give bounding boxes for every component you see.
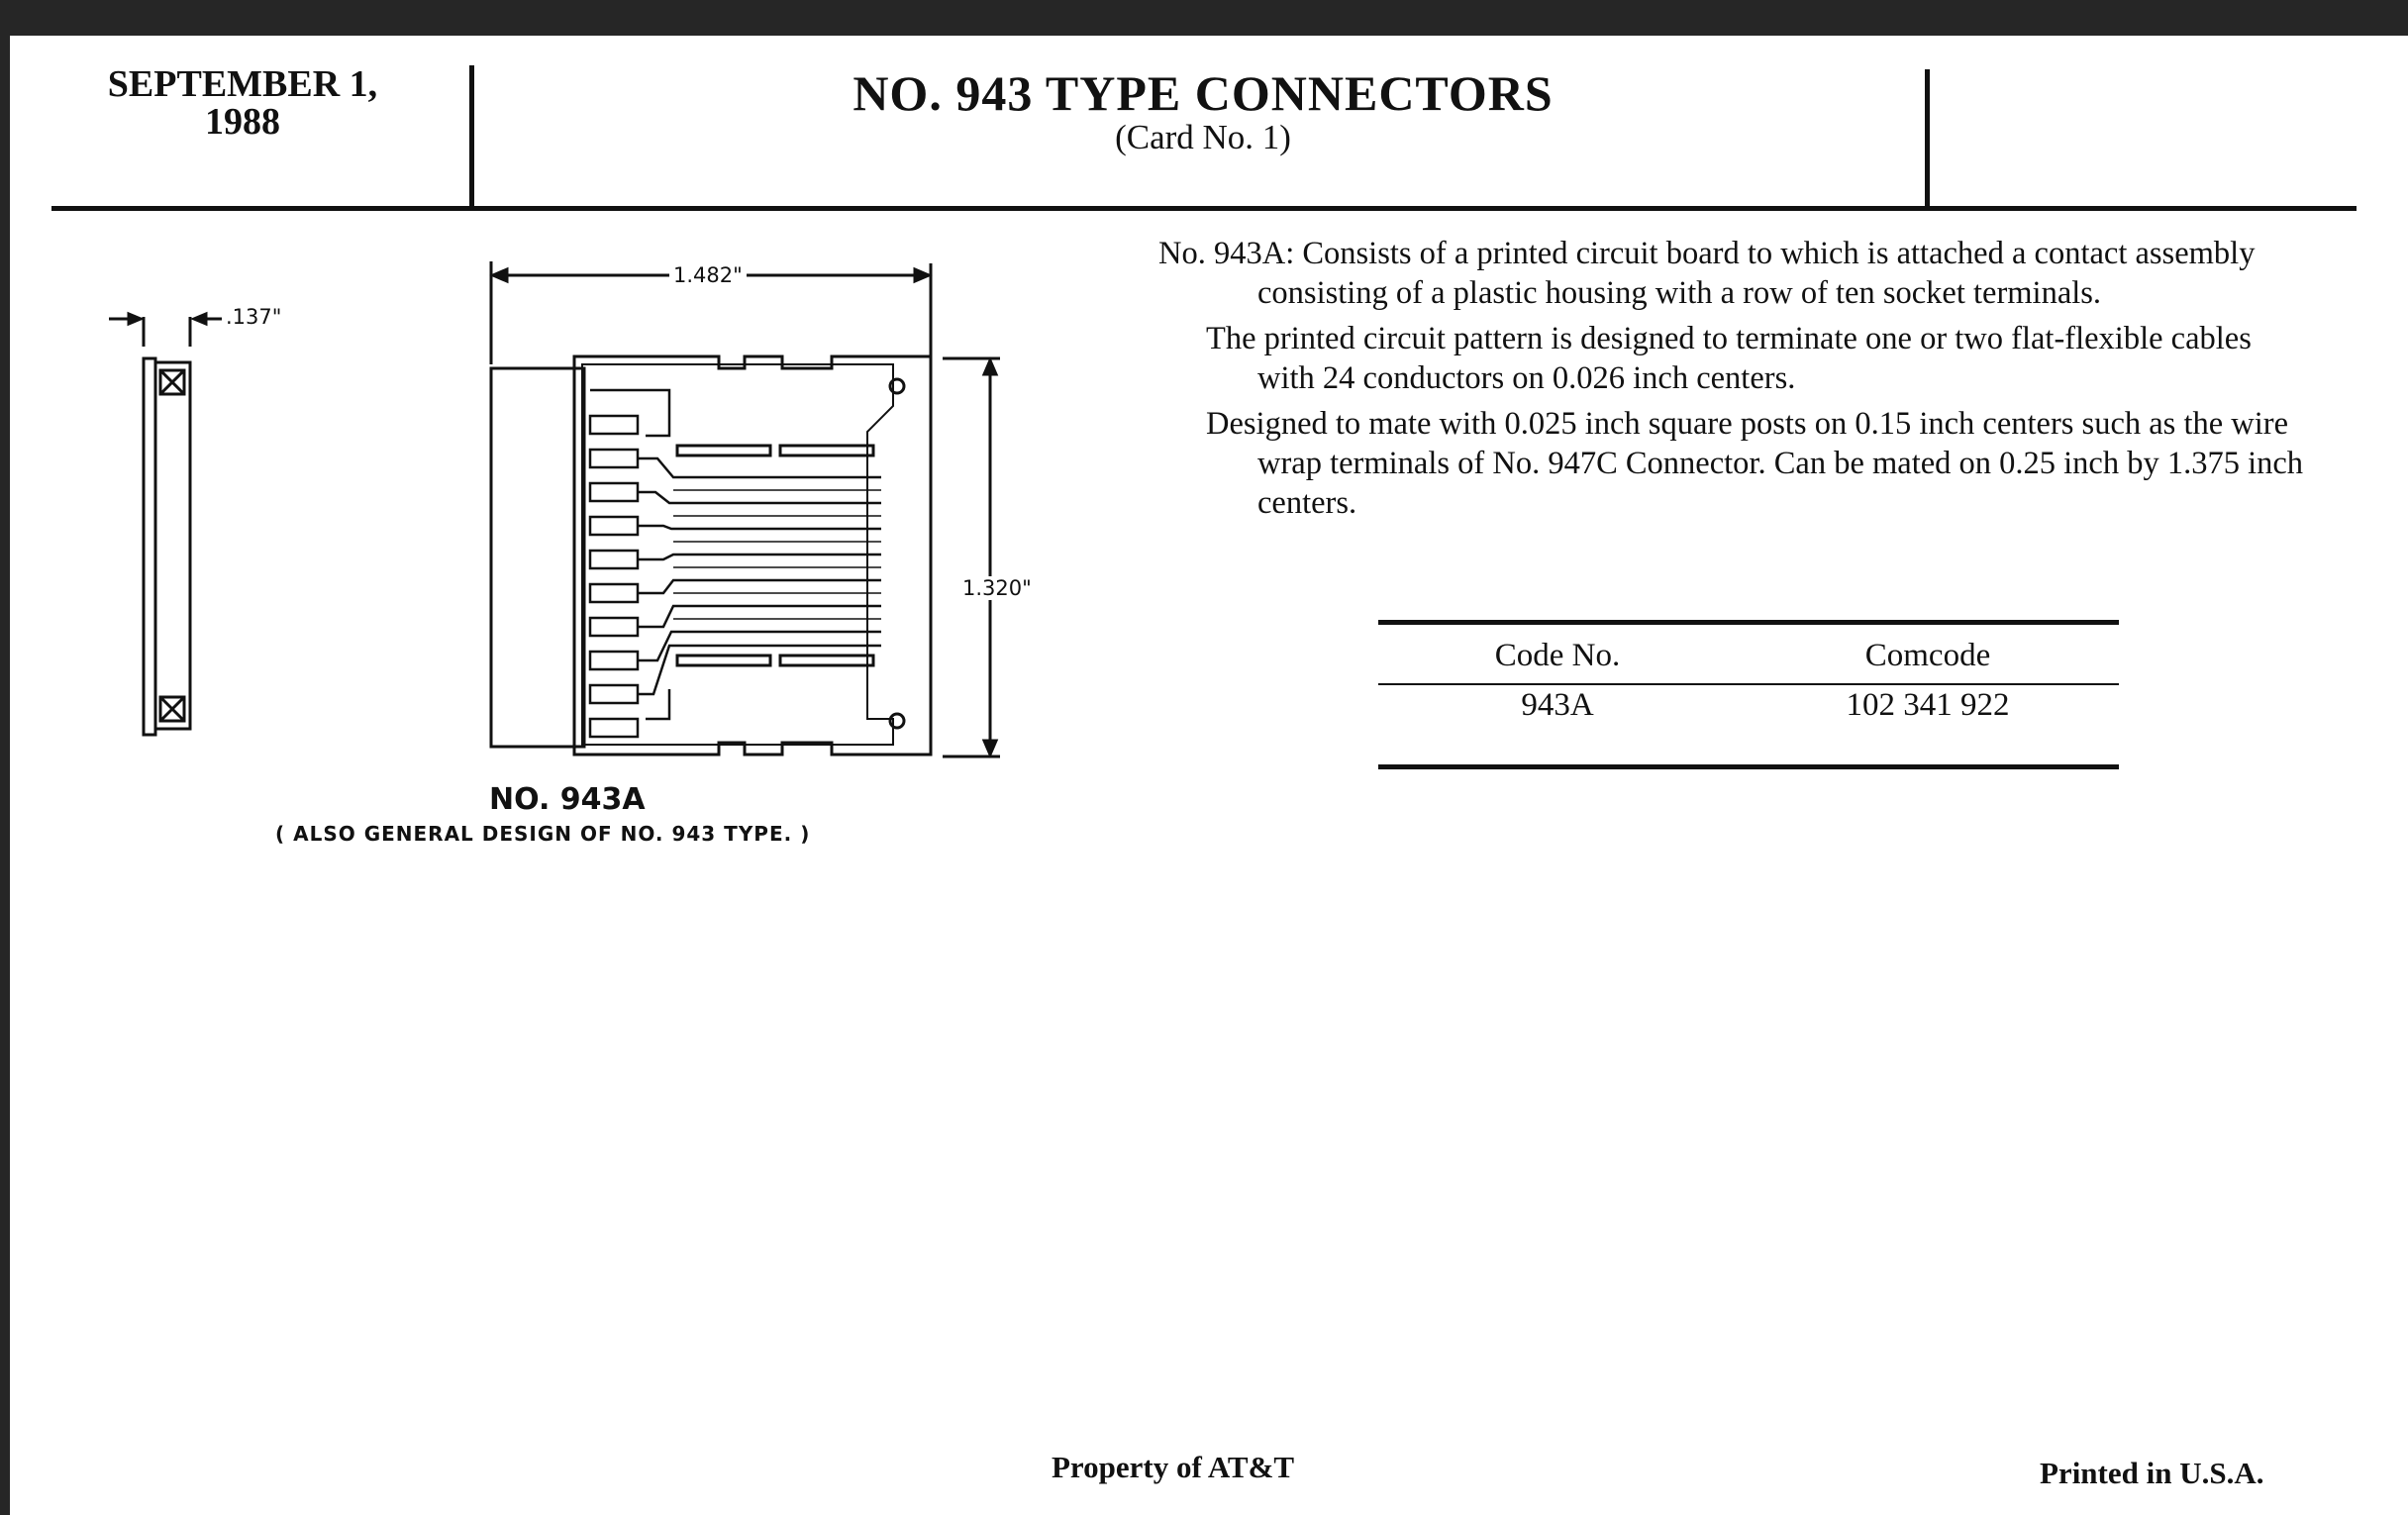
drawing-caption-model: NO. 943A xyxy=(489,782,646,817)
table-cell-code: 943A xyxy=(1521,687,1594,723)
table-header-code: Code No. xyxy=(1494,638,1621,673)
issue-date-line1: SEPTEMBER 1, xyxy=(107,63,378,105)
issue-date-line2: 1988 xyxy=(205,101,280,143)
table-header-row xyxy=(1378,636,2119,675)
connector-drawing xyxy=(10,36,1139,877)
top-view xyxy=(491,261,1000,757)
table-row xyxy=(1378,685,2119,725)
contact-terminals xyxy=(590,390,881,737)
table-header-rule xyxy=(1378,683,2119,685)
document-card xyxy=(10,36,2408,1515)
dim-height: 1.320" xyxy=(958,576,1036,600)
header-divider-right xyxy=(1925,69,1930,208)
description xyxy=(1158,234,2307,529)
code-table xyxy=(1378,620,2119,725)
description-paragraph-2: The printed circuit pattern is designed to terminate one or two flat-flexible cables with 24 conductors on 0.026 inch centers. xyxy=(1206,321,2252,396)
drawing-caption-note: ( ALSO GENERAL DESIGN OF NO. 943 TYPE. ) xyxy=(275,822,811,846)
table-top-rule xyxy=(1378,620,2119,625)
table-bottom-rule xyxy=(1378,764,2119,769)
footer-property: Property of AT&T xyxy=(1052,1450,1295,1484)
page-title: NO. 943 TYPE CONNECTORS xyxy=(853,65,1554,121)
description-paragraph-3: Designed to mate with 0.025 inch square posts on 0.15 inch centers such as the wire wrap terminals of No. 947C Connector. Can be mated on 0.25 inch by 1.375 inch centers. xyxy=(1206,406,2304,521)
footer-printed: Printed in U.S.A. xyxy=(2040,1456,2264,1490)
side-view xyxy=(109,314,226,735)
table-header-comcode: Comcode xyxy=(1864,638,1991,673)
description-paragraph-1: No. 943A: Consists of a printed circuit board to which is attached a contact assembly consisting of a plastic housing with a row of ten socket terminals. xyxy=(1158,236,2256,311)
dim-length: 1.482" xyxy=(669,263,747,287)
table-cell-comcode: 102 341 922 xyxy=(1846,687,2010,723)
page-subtitle: (Card No. 1) xyxy=(1115,118,1291,156)
dim-thickness: .137" xyxy=(222,305,285,329)
